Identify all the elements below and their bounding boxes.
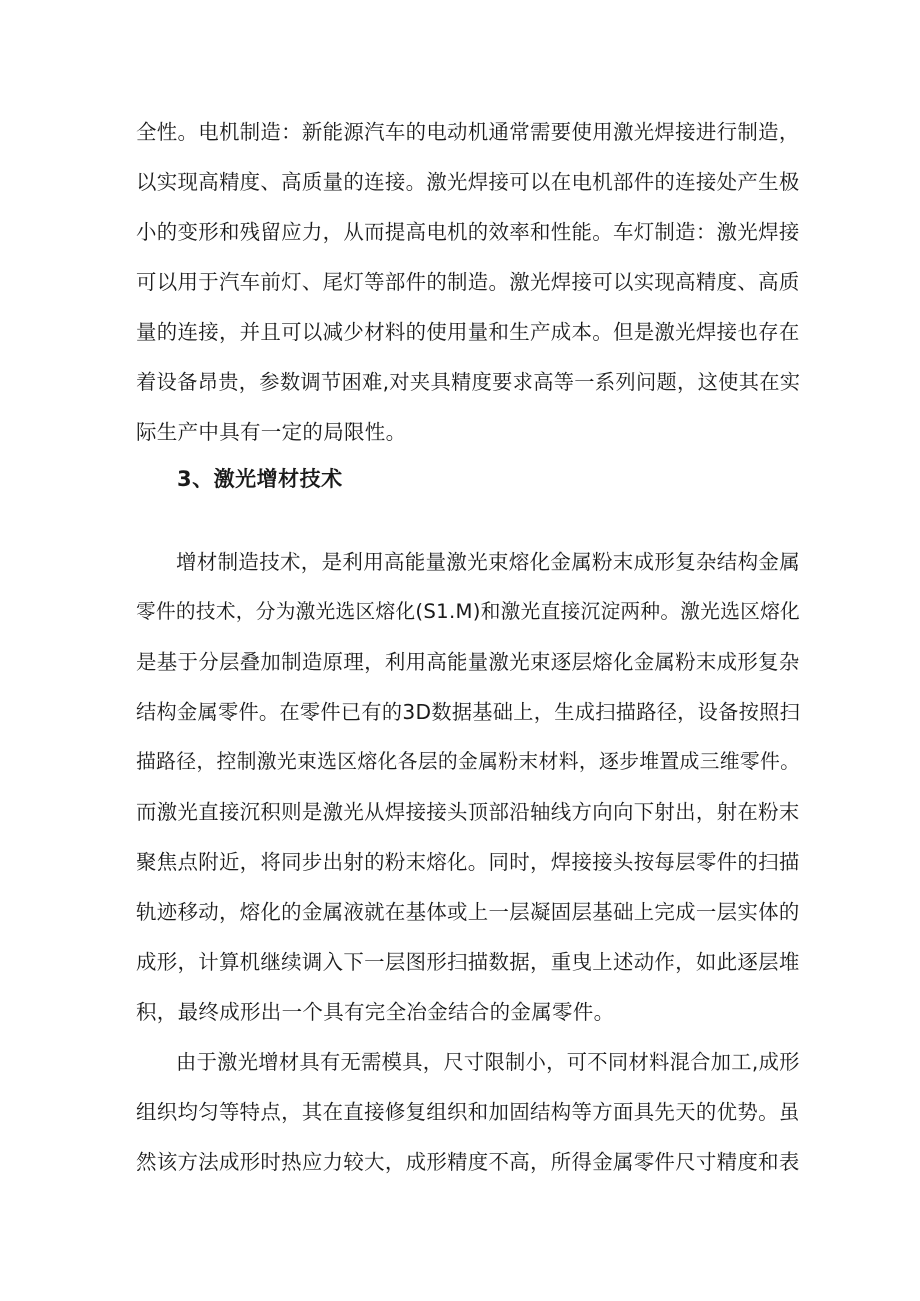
section-heading: 3、激光增材技术 [177,467,343,491]
text-line: 成形，计算机继续调入下一层图形扫描数据，重曳上述动作，如此逐层堆 [136,950,800,974]
text-line: 际生产中具有一定的局限性。 [136,420,407,444]
text-line: 然该方法成形时热应力较大，成形精度不高，所得金属零件尺寸精度和表 [136,1150,800,1174]
text-line: 结构金属零件。在零件已有的3D数据基础上，生成扫描路径，设备按照扫 [136,700,801,724]
text-line: 描路径，控制激光束选区熔化各层的金属粉末材料，逐步堆置成三维零件。 [136,750,801,773]
text-line: 全性。电机制造：新能源汽车的电动机通常需要使用激光焊接进行制造， [136,120,800,144]
text-line: 着设备昂贵，参数调节困难,对夹具精度要求高等一系列问题，这使其在实 [136,370,801,394]
text-line: 零件的技术，分为激光选区熔化(S1.M)和激光直接沉淀两种。激光选区熔化 [136,600,801,623]
text-line: 是基于分层叠加制造原理，利用高能量激光束逐层熔化金属粉末成形复杂 [136,650,800,674]
text-line: 小的变形和残留应力，从而提高电机的效率和性能。车灯制造：激光焊接 [136,220,800,244]
text-line: 以实现高精度、高质量的连接。激光焊接可以在电机部件的连接处产生极 [136,170,800,194]
text-line: 由于激光增材具有无需模具，尺寸限制小，可不同材料混合加工,成形 [176,1050,800,1074]
text-line: 可以用于汽车前灯、尾灯等部件的制造。激光焊接可以实现高精度、高质 [136,270,800,294]
text-line: 而激光直接沉积则是激光从焊接接头顶部沿轴线方向向下射出，射在粉末 [136,800,800,824]
text-line: 组织均匀等特点，其在直接修复组织和加固结构等方面具先天的优势。虽 [136,1100,800,1124]
text-line: 轨迹移动，熔化的金属液就在基体或上一层凝固层基础上完成一层实体的 [136,900,800,924]
text-line: 量的连接，并且可以减少材料的使用量和生产成本。但是激光焊接也存在 [136,320,800,344]
text-line: 增材制造技术，是利用高能量激光束熔化金属粉末成形复杂结构金属 [176,550,800,574]
text-line: 积，最终成形出一个具有完全冶金结合的金属零件。 [136,1000,615,1024]
text-line: 聚焦点附近，将同步出射的粉末熔化。同时，焊接接头按每层零件的扫描 [136,850,800,874]
